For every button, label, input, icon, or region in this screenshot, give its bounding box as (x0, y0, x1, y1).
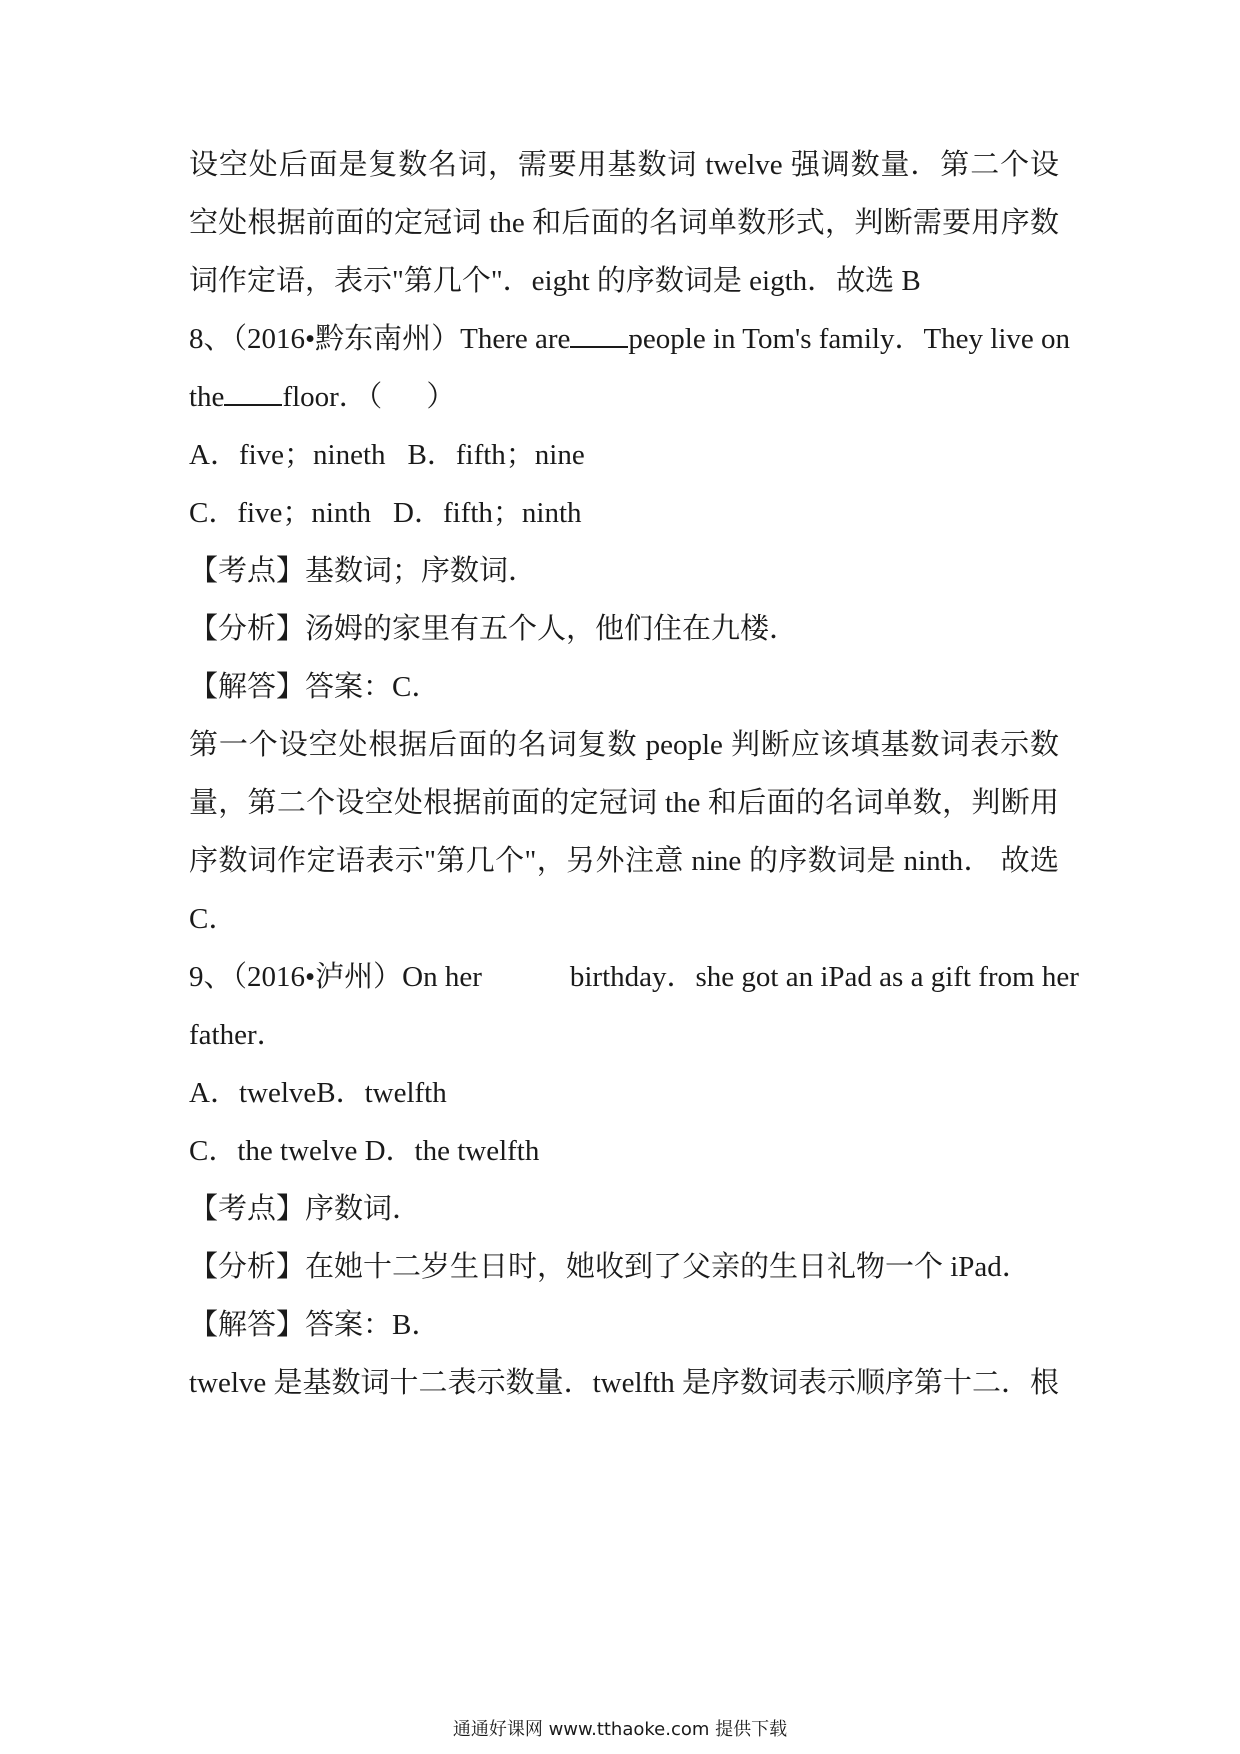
question-8-options-cd (189, 493, 1059, 533)
question-9-options-ab: A．twelveB．twelfth (189, 1077, 447, 1109)
q8-explanation-line: 序数词作定语表示"第几个"，另外注意 nine 的序数词是 ninth． 故选 (189, 845, 1059, 877)
q8-stem-part: floor．（ (282, 381, 383, 413)
q8-explanation-line: 第一个设空处根据后面的名词复数 people 判断应该填基数词表示数 (189, 729, 1059, 761)
q9-fenxi: 【分析】在她十二岁生日时，她收到了父亲的生日礼物一个 iPad． (189, 1251, 1031, 1283)
q8-stem-part: people in Tom's family．They live on (628, 323, 1071, 355)
answer-blank (570, 320, 628, 348)
explanation-line: 设空处后面是复数名词，需要用基数词 twelve 强调数量．第二个设 (189, 149, 1059, 181)
q8-fenxi: 【分析】汤姆的家里有五个人，他们住在九楼． (189, 613, 799, 645)
q8-jieda: 【解答】答案：C． (189, 671, 441, 703)
question-9-stem (189, 957, 1079, 997)
q9-stem-part: birthday．she got an iPad as a gift from her (569, 961, 1079, 993)
q8-stem-part: 8、（2016•黔东南州）There are (189, 323, 571, 355)
q9-jieda: 【解答】答案：B． (189, 1309, 441, 1341)
question-8-stem-cont (189, 377, 1059, 417)
page-footer: 通通好课网 www.tthaoke.com 提供下载 (452, 1719, 788, 1740)
explanation-line: 词作定语，表示"第几个"．eight 的序数词是 eigth．故选 B (189, 265, 921, 297)
question-9-stem-cont: father． (189, 1019, 286, 1051)
q8-explanation-line: 量，第二个设空处根据前面的定冠词 the 和后面的名词单数，判断用 (189, 787, 1059, 819)
question-8-options-ab (189, 435, 1059, 475)
q9-explanation-line: twelve 是基数词十二表示数量．twelfth 是序数词表示顺序第十二．根 (189, 1367, 1059, 1399)
q8-stem-part: the (189, 381, 225, 413)
question-8-stem (189, 319, 1071, 359)
answer-blank (224, 378, 282, 406)
q8-explanation-line: C． (189, 903, 238, 935)
option-b: B．fifth；nine (407, 439, 585, 471)
option-a: A．five；nineth (189, 439, 386, 471)
q9-kaodian: 【考点】序数词． (189, 1193, 422, 1225)
explanation-line: 空处根据前面的定冠词 the 和后面的名词单数形式，判断需要用序数 (189, 207, 1059, 239)
option-c: C．five；ninth (189, 497, 372, 529)
q9-stem-part: 9、（2016•泸州）On her (189, 961, 482, 993)
question-9-options-cd: C．the twelve D．the twelfth (189, 1135, 540, 1167)
q8-stem-part: ） (426, 381, 456, 413)
q8-kaodian: 【考点】基数词；序数词． (189, 555, 538, 587)
option-d: D．fifth；ninth (393, 497, 582, 529)
